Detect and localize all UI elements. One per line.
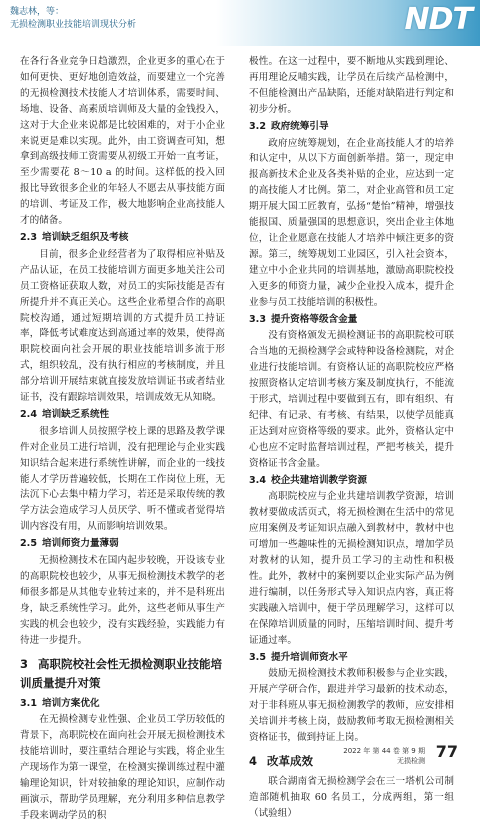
page-header — [0, 0, 480, 46]
heading-number: 4 — [249, 753, 258, 768]
right-column — [249, 54, 454, 822]
body-paragraph: 联合湖南省无损检测学会在三一塔机公司制造部随机抽取 60 名员工，分成两组，第一组（试验组） — [249, 775, 454, 819]
section-heading — [20, 655, 225, 693]
body-paragraph: 目前，很多企业经营者为了取得相应补贴及产品认证，在员工技能培训方面更多地关注公司员工资格证获取人数，对员工的实际技能是否有所提升并不真正关心。这些企业希望合作的高职院校沟通，通过短期培训的方式提升员工持证率，降低考试难度达到高通过率的效果，使得高职院校面向社会开展的职业技能培训多流于形式，组织较乱，没有执行相应的考核制度，并且部分培训开展结束就直接发放培训证书或者结业证书，没有跟踪培训效果，培训成效无从知晓。 — [20, 248, 225, 404]
footer-journal: 无损检测 — [397, 757, 425, 765]
body-paragraph: 极性。在这一过程中，要不断地从实践到理论、再用理论反哺实践，让学员在后续产品检测中，不但能检测出产品缺陷，还能对缺陷进行判定和初步分析。 — [249, 56, 454, 115]
body-paragraph: 很多培训人员按照学校上课的思路及教学课件对企业员工进行培训，没有把理论与企业实践知识结合起来进行系统性讲解，而企业的一线技能人才学历普遍较低，长期在工作岗位上班，无法沉下心去集中精力学习，若还是采取传统的教学方法会造成学习人员厌学、听不懂或者觉得培训内容没有用，从而影响培训效果。 — [20, 425, 225, 533]
heading-number: 2.5 — [20, 538, 37, 550]
heading-text: 校企共建培训教学资源 — [271, 474, 367, 486]
subsection-heading — [20, 407, 225, 423]
heading-text: 提升培训师资水平 — [271, 651, 348, 663]
heading-number: 2.4 — [20, 408, 37, 420]
heading-text: 培训方案优化 — [42, 697, 100, 709]
body-paragraph: 高职院校应与企业共建培训教学资源，培训教材要做成活页式，将无损检测在生活中的常见应用案例及考证知识点融入到教材中，教材中也可增加一些趣味性的无损检测知识点，增加学员对教材的认知，提升员工学习的主动性和积极性。此外，教材中的案例要以企业实际产品为例进行编制，以任务形式导入知识点内容，真正将实践融入培训中，便于学员理解学习，这样可以在保障培训质量的同时，压缩培训时间、提升考证通过率。 — [249, 491, 454, 646]
heading-text: 政府统筹引导 — [271, 120, 329, 132]
subsection-heading — [249, 473, 454, 489]
subsection-heading — [249, 650, 454, 666]
heading-text: 培训师资力量薄弱 — [42, 538, 119, 550]
page-number: 77 — [435, 742, 458, 761]
subsection-heading — [20, 230, 225, 246]
heading-number: 3.4 — [249, 474, 266, 486]
heading-number: 3 — [20, 656, 29, 671]
body-paragraph: 鼓励无损检测技术教师积极参与企业实践，开展产学研合作，跟进并学习最新的技术动态，对于非科班从事无损检测教学的教师，应安排相关培训并考核上岗，鼓励教师考取无损检测相关资格证书，做到持证上岗。 — [249, 668, 454, 744]
subsection-heading — [249, 119, 454, 135]
footer-issue: 2022 年 第 44 卷 第 9 期 — [343, 747, 425, 755]
heading-number: 3.5 — [249, 651, 266, 663]
heading-number: 3.2 — [249, 120, 266, 132]
heading-text: 高职院校社会性无损检测职业技能培训质量提升对策 — [20, 656, 222, 690]
left-column — [20, 54, 225, 824]
subsection-heading — [20, 696, 225, 712]
body-paragraph: 没有资格颁发无损检测证书的高职院校可联合当地的无损检测学会或特种设备检测院，对企业进行技能培训。有资格认证的高职院校应严格按照资格认定培训考核方案及制度执行，不能流于形式，培训过程中要做到五有，即有组织、有纪律、有记录、有考核、有结果，以使学员能真正达到对应资格等级的要求。此外，资格认定中心也应不定时监督培训过程，严把考核关，提升资格证书含金量。 — [249, 330, 454, 469]
heading-text: 改革成效 — [267, 753, 313, 768]
heading-number: 3.3 — [249, 313, 266, 325]
body-paragraph: 无损检测技术在国内起步较晚，开设该专业的高职院校也较少，从事无损检测技术教学的老师很多都是从其他专业转过来的，并不是科班出身，缺乏系统性学习。此外，这些老师从事生产实践的机会也较少，没有实践经验，实践能力有待进一步提升。 — [20, 555, 225, 646]
heading-number: 3.1 — [20, 697, 37, 709]
heading-text: 提升资格等级含金量 — [271, 313, 358, 325]
journal-logo: NDT — [404, 2, 472, 37]
body-paragraph: 在无损检测专业性强、企业员工学历较低的背景下，高职院校在面向社会开展无损检测技术技能培训时，要注重结合理论与实践，将企业生产现场作为第一课堂，在检测实操训练过程中灌输理论知识，针对较抽象的理论知识，应制作动画演示，帮助学员理解，充分利用多种信息教学手段来调动学员的积 — [20, 714, 225, 821]
subsection-heading — [20, 536, 225, 552]
heading-text: 培训缺乏组织及考核 — [42, 231, 129, 243]
page-footer — [343, 746, 425, 766]
header-running-title: 无损检测职业技能培训现状分析 — [10, 20, 137, 30]
body-paragraph: 在各行各业竞争日趋激烈，企业更多的重心在于如何更快、更好地创造效益，而要建立一个完善的无损检测技术技能人才培训体系，需要时间、场地、设备、高素质培训师及大量的金钱投入，这对于大企业来说都是比较困难的，对于小企业来说更是难以实现。此外，由工资调查可知，想拿到高级技师工资需要从初级工开始一直考证，至少需要花 8～10 a 的时间。这样低的投入回报比导致很多企业的年轻人不愿去从事技能方面的培训、考证及工作，极大地影响企业高技能人才的储备。 — [20, 56, 225, 227]
heading-text: 培训缺乏系统性 — [42, 408, 110, 420]
body-paragraph: 政府应统筹规划，在企业高技能人才的培养和认定中，从以下方面创新举措。第一，现定申报高新技术企业及各类补贴的企业，应达到一定的高技能人才比例。第二，对企业高管和员工定期开展大国工匠教育，弘扬“楚怡”精神，增强技能报国、质量强国的思想意识，突出企业主体地位，让企业愿意在技能人才培养中倾注更多的资源。第三，统筹规划工业园区，引入社会资本，建立中小企业共同的培训基地，激励高职院校投入更多的师资力量，减少企业投入成本，提升企业参与员工技能培训的积极性。 — [249, 137, 454, 308]
heading-number: 2.3 — [20, 231, 37, 243]
subsection-heading — [249, 312, 454, 328]
header-authors: 魏志林，等： — [10, 7, 65, 17]
